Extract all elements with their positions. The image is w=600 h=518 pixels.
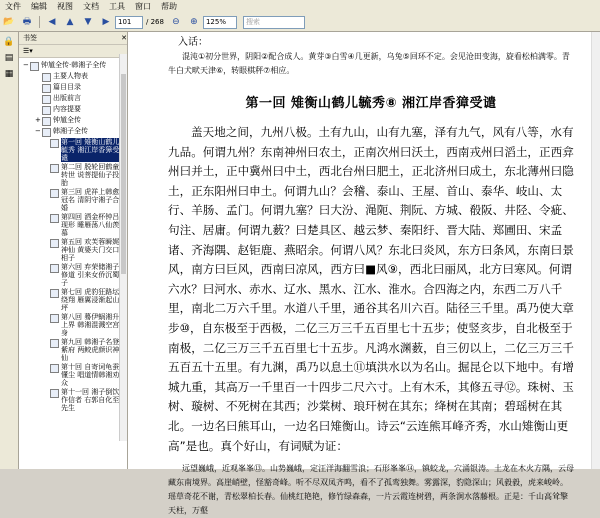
- menu-view[interactable]: 视图: [57, 2, 73, 11]
- bookmarks-icon[interactable]: ▦: [4, 69, 14, 79]
- bookmark-item[interactable]: [21, 138, 125, 162]
- pages-icon[interactable]: ▤: [4, 53, 14, 63]
- search-input[interactable]: 搜索: [243, 16, 305, 29]
- page-number-input[interactable]: 101: [115, 16, 143, 29]
- bookmark-label: 第二回 脱轮回鹤童转世 说菩提仙子投胎: [61, 163, 120, 187]
- document-scrollbar[interactable]: [591, 32, 600, 469]
- bookmark-item[interactable]: [21, 388, 125, 412]
- toolbar-separator: [39, 16, 40, 28]
- body-paragraph: 盖天地之间，九州八极。土有九山，山有九塞，泽有九气，风有八等，水有九品。何谓九州？东南神州曰农土，正南次州曰沃土，西南戎州曰滔土，正西弇州曰并土，正中冀州曰中土，西北台州曰肥土，正北济州曰成土，东北薄州曰隐土，正东阳州曰申土。何谓九山？会稽、泰山、王屋、首山、泰华、岐山、太行、羊肠、孟门。何谓九塞？曰大汾、渑阨、荆阮、方城、殽阪、井陉、令疵、句注、居庸。何谓九薮？曰楚具区、越云梦、秦阳纡、晋大陆、郑圃田、宋孟诸、齐海隅、赵钜鹿、燕昭余。何谓八风？东北曰炎风，东方曰条风，东南曰景风，南方曰巨风，西南曰凉风，西方曰■风⑨，西北曰丽风，北方曰寒风。何谓六水？曰河水、赤水、辽水、黑水、江水、淮水。合四海之内，东西二万八千里，南北二万六千里。水道八千里，通谷其名川六百。陆径三千里。禹乃使大章步⑩，自东极至于西极，二亿三万三千五百里七十五步；使竖亥步，自北极至于南极，二亿三万三千五百里七十五步。凡鸿水渊薮，自三仞以上，二亿三万三千五百五十五里。有九渊，禹乃以息土⑪填洪水以为名山。掘昆仑以下地中。有增城九重，其高万一千里百一十四步二尺六寸。上有木禾，其修五寻⑫。珠树、玉树、璇树、不死树在其西；沙棠树、琅玕树在其东；绛树在其南；碧瑶树在其北。一边名曰熊耳山，一边名曰雉衡山。诗云“云连熊耳峰齐秀，水山雉衡山更高”是也。真个好山，有词赋为证：: [168, 125, 574, 453]
- toolbar: [0, 13, 600, 32]
- bookmark-icon: [42, 106, 51, 115]
- scroll-thumb[interactable]: [121, 74, 126, 274]
- zoom-input[interactable]: 125%: [203, 16, 237, 29]
- bookmark-label: 钟馗全传·韩湘子全传: [41, 61, 107, 69]
- expand-icon[interactable]: +: [35, 116, 41, 124]
- bookmark-icon: [30, 62, 39, 71]
- bookmark-icon: [42, 95, 51, 104]
- bookmark-item[interactable]: [21, 116, 125, 126]
- open-icon[interactable]: 📂: [3, 17, 15, 27]
- expand-icon[interactable]: −: [35, 127, 41, 135]
- document-page: [128, 32, 600, 518]
- prev-page-icon[interactable]: ▲: [66, 17, 74, 27]
- expand-icon[interactable]: −: [23, 61, 29, 69]
- bookmark-item[interactable]: [21, 338, 125, 362]
- menu-file[interactable]: 文件: [5, 2, 21, 11]
- poem-title: 入话：: [178, 37, 208, 48]
- poem-text: 混沌①初分世界，阴阳②配合成人。黄芽③白雪④几更新，乌兔⑤回环不定。会见沧田变海，旋看松柏满零。青牛白犬畎天津⑥，转眼棋秤⑦相应。: [168, 52, 570, 75]
- bookmark-icon: [42, 128, 51, 137]
- bookmark-icon: [50, 364, 59, 373]
- bookmarks-scrollbar[interactable]: [119, 54, 127, 441]
- bookmark-label: 内容提要: [53, 105, 81, 113]
- bookmark-label: 第九回 韩湘子名登紫府 两鲛虎颜识神仙: [61, 338, 120, 362]
- bookmark-label: 出版前言: [53, 94, 81, 102]
- bookmark-item[interactable]: [21, 105, 125, 115]
- menu-edit[interactable]: 编辑: [31, 2, 47, 11]
- bookmark-item[interactable]: [21, 188, 125, 212]
- menu-help[interactable]: 帮助: [161, 2, 177, 11]
- bookmark-item[interactable]: [21, 288, 125, 312]
- bookmark-icon: [50, 264, 59, 273]
- first-page-icon[interactable]: ◀: [48, 17, 56, 27]
- page-total: / 268: [146, 18, 164, 26]
- zoom-in-icon[interactable]: ⊕: [190, 17, 198, 27]
- bookmark-label: 第三回 虎祥上韩愈冠名 清阴守湘子合婚: [61, 188, 120, 212]
- bookmarks-title: 书签: [23, 34, 37, 42]
- bookmark-item[interactable]: [21, 313, 125, 337]
- menu-document[interactable]: 文档: [83, 2, 99, 11]
- chapter-title: 第一回 雉衡山鹤儿毓秀⑧ 湘江岸香獐受谴: [245, 96, 497, 111]
- bookmark-item[interactable]: [21, 163, 125, 187]
- zoom-out-icon[interactable]: ⊖: [172, 17, 180, 27]
- options-icon[interactable]: ☰▾: [23, 47, 33, 55]
- bookmark-item[interactable]: [21, 83, 125, 93]
- bookmarks-toolbar: [19, 45, 127, 58]
- bookmark-icon: [42, 84, 51, 93]
- bookmark-label: 钟馗全传: [53, 116, 81, 124]
- bookmark-icon: [50, 164, 59, 173]
- last-page-icon[interactable]: ▶: [102, 17, 110, 27]
- bookmark-icon: [50, 214, 59, 223]
- bookmark-icon: [50, 314, 59, 323]
- next-page-icon[interactable]: ▼: [84, 17, 92, 27]
- close-icon[interactable]: ✕: [121, 34, 127, 42]
- bookmark-item[interactable]: [21, 238, 125, 262]
- bookmark-icon: [50, 139, 59, 148]
- bookmarks-tree: [19, 58, 127, 471]
- menu-bar: [0, 0, 600, 14]
- bookmark-icon: [50, 339, 59, 348]
- bookmark-label: 第十回 自寄词龟蚕懂尘 唱道情韩湘劝众: [61, 363, 120, 387]
- bookmark-label: 第八回 蓦伊蜗湘升上界 韩湘混溅空宫身: [61, 313, 120, 337]
- bookmark-label: 第四回 洒金杯钟吕现形 睡雁荡八仙羡慕: [61, 213, 120, 237]
- bookmark-label: 主要人物表: [53, 72, 88, 80]
- bookmark-item[interactable]: [21, 72, 125, 82]
- bookmarks-panel: [19, 32, 128, 469]
- bookmark-label: 第十一回 湘子倒饮作信者 右郭自化至先生: [61, 388, 120, 412]
- bookmark-item[interactable]: [21, 213, 125, 237]
- bookmark-label: 第七回 虎豹狂路坛绕翔 雁翼浸渐起山坪: [61, 288, 120, 312]
- bookmark-item[interactable]: [21, 363, 125, 387]
- bookmark-label: 篇目目录: [53, 83, 81, 91]
- bookmark-icon: [50, 189, 59, 198]
- bookmark-label: 第六回 弃荣储湘子修道 引来女侨沉蜀子: [61, 263, 120, 287]
- bookmark-label: 韩湘子全传: [53, 127, 88, 135]
- bookmark-item[interactable]: [21, 94, 125, 104]
- bookmarks-header: [19, 32, 127, 45]
- bookmark-item[interactable]: [21, 61, 125, 71]
- bookmark-icon: [50, 289, 59, 298]
- menu-tools[interactable]: 工具: [109, 2, 125, 11]
- bookmark-label: 第一回 雉衡山鹤儿毓秀 湘江岸香獐受谴: [61, 138, 125, 162]
- bookmark-item[interactable]: [21, 263, 125, 287]
- bookmark-label: 第五回 欢芙蓉瞬娓神仙 黄婆夫门交口相子: [61, 238, 120, 262]
- menu-window[interactable]: 窗口: [135, 2, 151, 11]
- bookmark-icon: [50, 389, 59, 398]
- navigation-pane-tabs: [0, 32, 19, 469]
- document-view[interactable]: [128, 32, 600, 516]
- bookmark-icon: [50, 239, 59, 248]
- bookmark-icon: [42, 117, 51, 126]
- bookmark-icon: [42, 73, 51, 82]
- bookmark-item[interactable]: [21, 127, 125, 137]
- lock-icon[interactable]: 🔒: [3, 37, 15, 47]
- print-icon[interactable]: 🖶: [22, 17, 32, 27]
- fu-text: 远望巍峨，近观峯峯⑬。山势巍峨，定汪洋海翻雪浪；石形峯峯⑭，镇蛟龙，穴涌银涛。土龙在木火方隅，云母藏东南境界。高崖峭壁，怪豁奇峰。听不尽双凤齐鸣，看不了孤鸾独舞。雾露深，豹隐深山；风毅毅，虎来峻岭。瑶草奇花不谢，青松翠柏长春。仙桃红艳艳，修竹绿森森，一片云霞连树碧，两条涧水落藤根。正是：千山高耸擎天柱，万壑: [168, 464, 574, 516]
